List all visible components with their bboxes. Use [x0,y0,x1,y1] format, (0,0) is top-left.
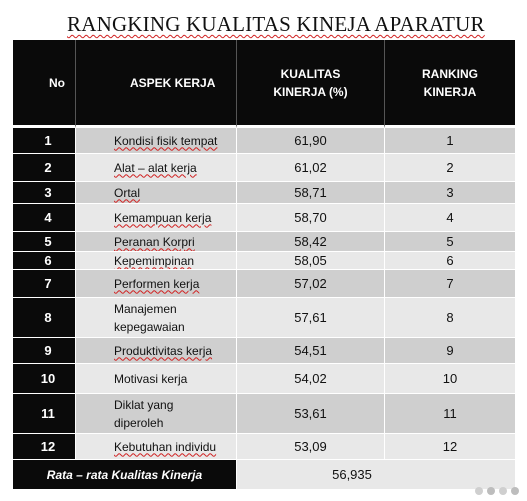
header-ranking [385,40,515,128]
row-kualitas: 58,05 [237,252,385,270]
row-aspek: Alat – alat kerja [76,154,237,182]
row-no: 4 [13,204,76,232]
row-aspek: Produktivitas kerja [76,338,237,364]
table-row [13,364,515,394]
row-ranking: 4 [385,204,515,232]
row-kualitas: 61,02 [237,154,385,182]
row-kualitas: 54,02 [237,364,385,394]
row-kualitas: 57,61 [237,298,385,338]
row-no: 11 [13,394,76,434]
row-kualitas: 58,42 [237,232,385,252]
row-ranking: 6 [385,252,515,270]
table-row [13,298,515,338]
row-kualitas: 53,09 [237,434,385,460]
table-row [13,154,515,182]
row-ranking: 2 [385,154,515,182]
row-no: 9 [13,338,76,364]
slide-title: RANGKING KUALITAS KINEJA APARATUR [67,12,485,36]
row-ranking: 7 [385,270,515,298]
row-no: 10 [13,364,76,394]
row-aspek: Kemampuan kerja [76,204,237,232]
row-ranking: 8 [385,298,515,338]
row-aspek: Ortal [76,182,237,204]
row-ranking: 11 [385,394,515,434]
header-kualitas [237,40,385,128]
average-label: Rata – rata Kualitas Kinerja [13,460,237,490]
row-no: 2 [13,154,76,182]
row-kualitas: 53,61 [237,394,385,434]
row-no: 3 [13,182,76,204]
row-aspek: Kondisi fisik tempat [76,128,237,154]
row-no: 5 [13,232,76,252]
row-ranking: 3 [385,182,515,204]
table-header-row [13,40,515,128]
header-aspek: ASPEK KERJA [76,40,237,128]
average-value: 56,935 [237,460,515,490]
table-row [13,270,515,298]
row-no: 12 [13,434,76,460]
row-kualitas: 54,51 [237,338,385,364]
table-row [13,252,515,270]
row-kualitas: 57,02 [237,270,385,298]
row-ranking: 1 [385,128,515,154]
table-row [13,204,515,232]
table-row [13,128,515,154]
header-ranking-line2: KINERJA [423,84,477,99]
row-aspek: Motivasi kerja [76,364,237,394]
header-kualitas-line2: KINERJA (%) [273,84,348,99]
table-row [13,434,515,460]
row-no: 8 [13,298,76,338]
row-aspek: Kepemimpinan [76,252,237,270]
row-aspek: Diklat yang diperoleh [76,394,237,434]
row-no: 6 [13,252,76,270]
row-kualitas: 58,70 [237,204,385,232]
row-ranking: 9 [385,338,515,364]
header-no: No [13,40,76,128]
row-ranking: 10 [385,364,515,394]
table-footer-row [13,460,515,490]
table-row [13,182,515,204]
table-row [13,394,515,434]
row-aspek: Kebutuhan individu [76,434,237,460]
decorative-dots-icon [473,485,521,497]
row-kualitas: 58,71 [237,182,385,204]
row-kualitas: 61,90 [237,128,385,154]
row-aspek: Manajemen kepegawaian [76,298,237,338]
table-row [13,232,515,252]
header-ranking-line1: RANKING [422,66,478,81]
row-aspek: Performen kerja [76,270,237,298]
table-row [13,338,515,364]
row-no: 1 [13,128,76,154]
row-no: 7 [13,270,76,298]
row-ranking: 12 [385,434,515,460]
row-aspek: Peranan Korpri [76,232,237,252]
header-kualitas-line1: KUALITAS [280,66,341,81]
row-ranking: 5 [385,232,515,252]
